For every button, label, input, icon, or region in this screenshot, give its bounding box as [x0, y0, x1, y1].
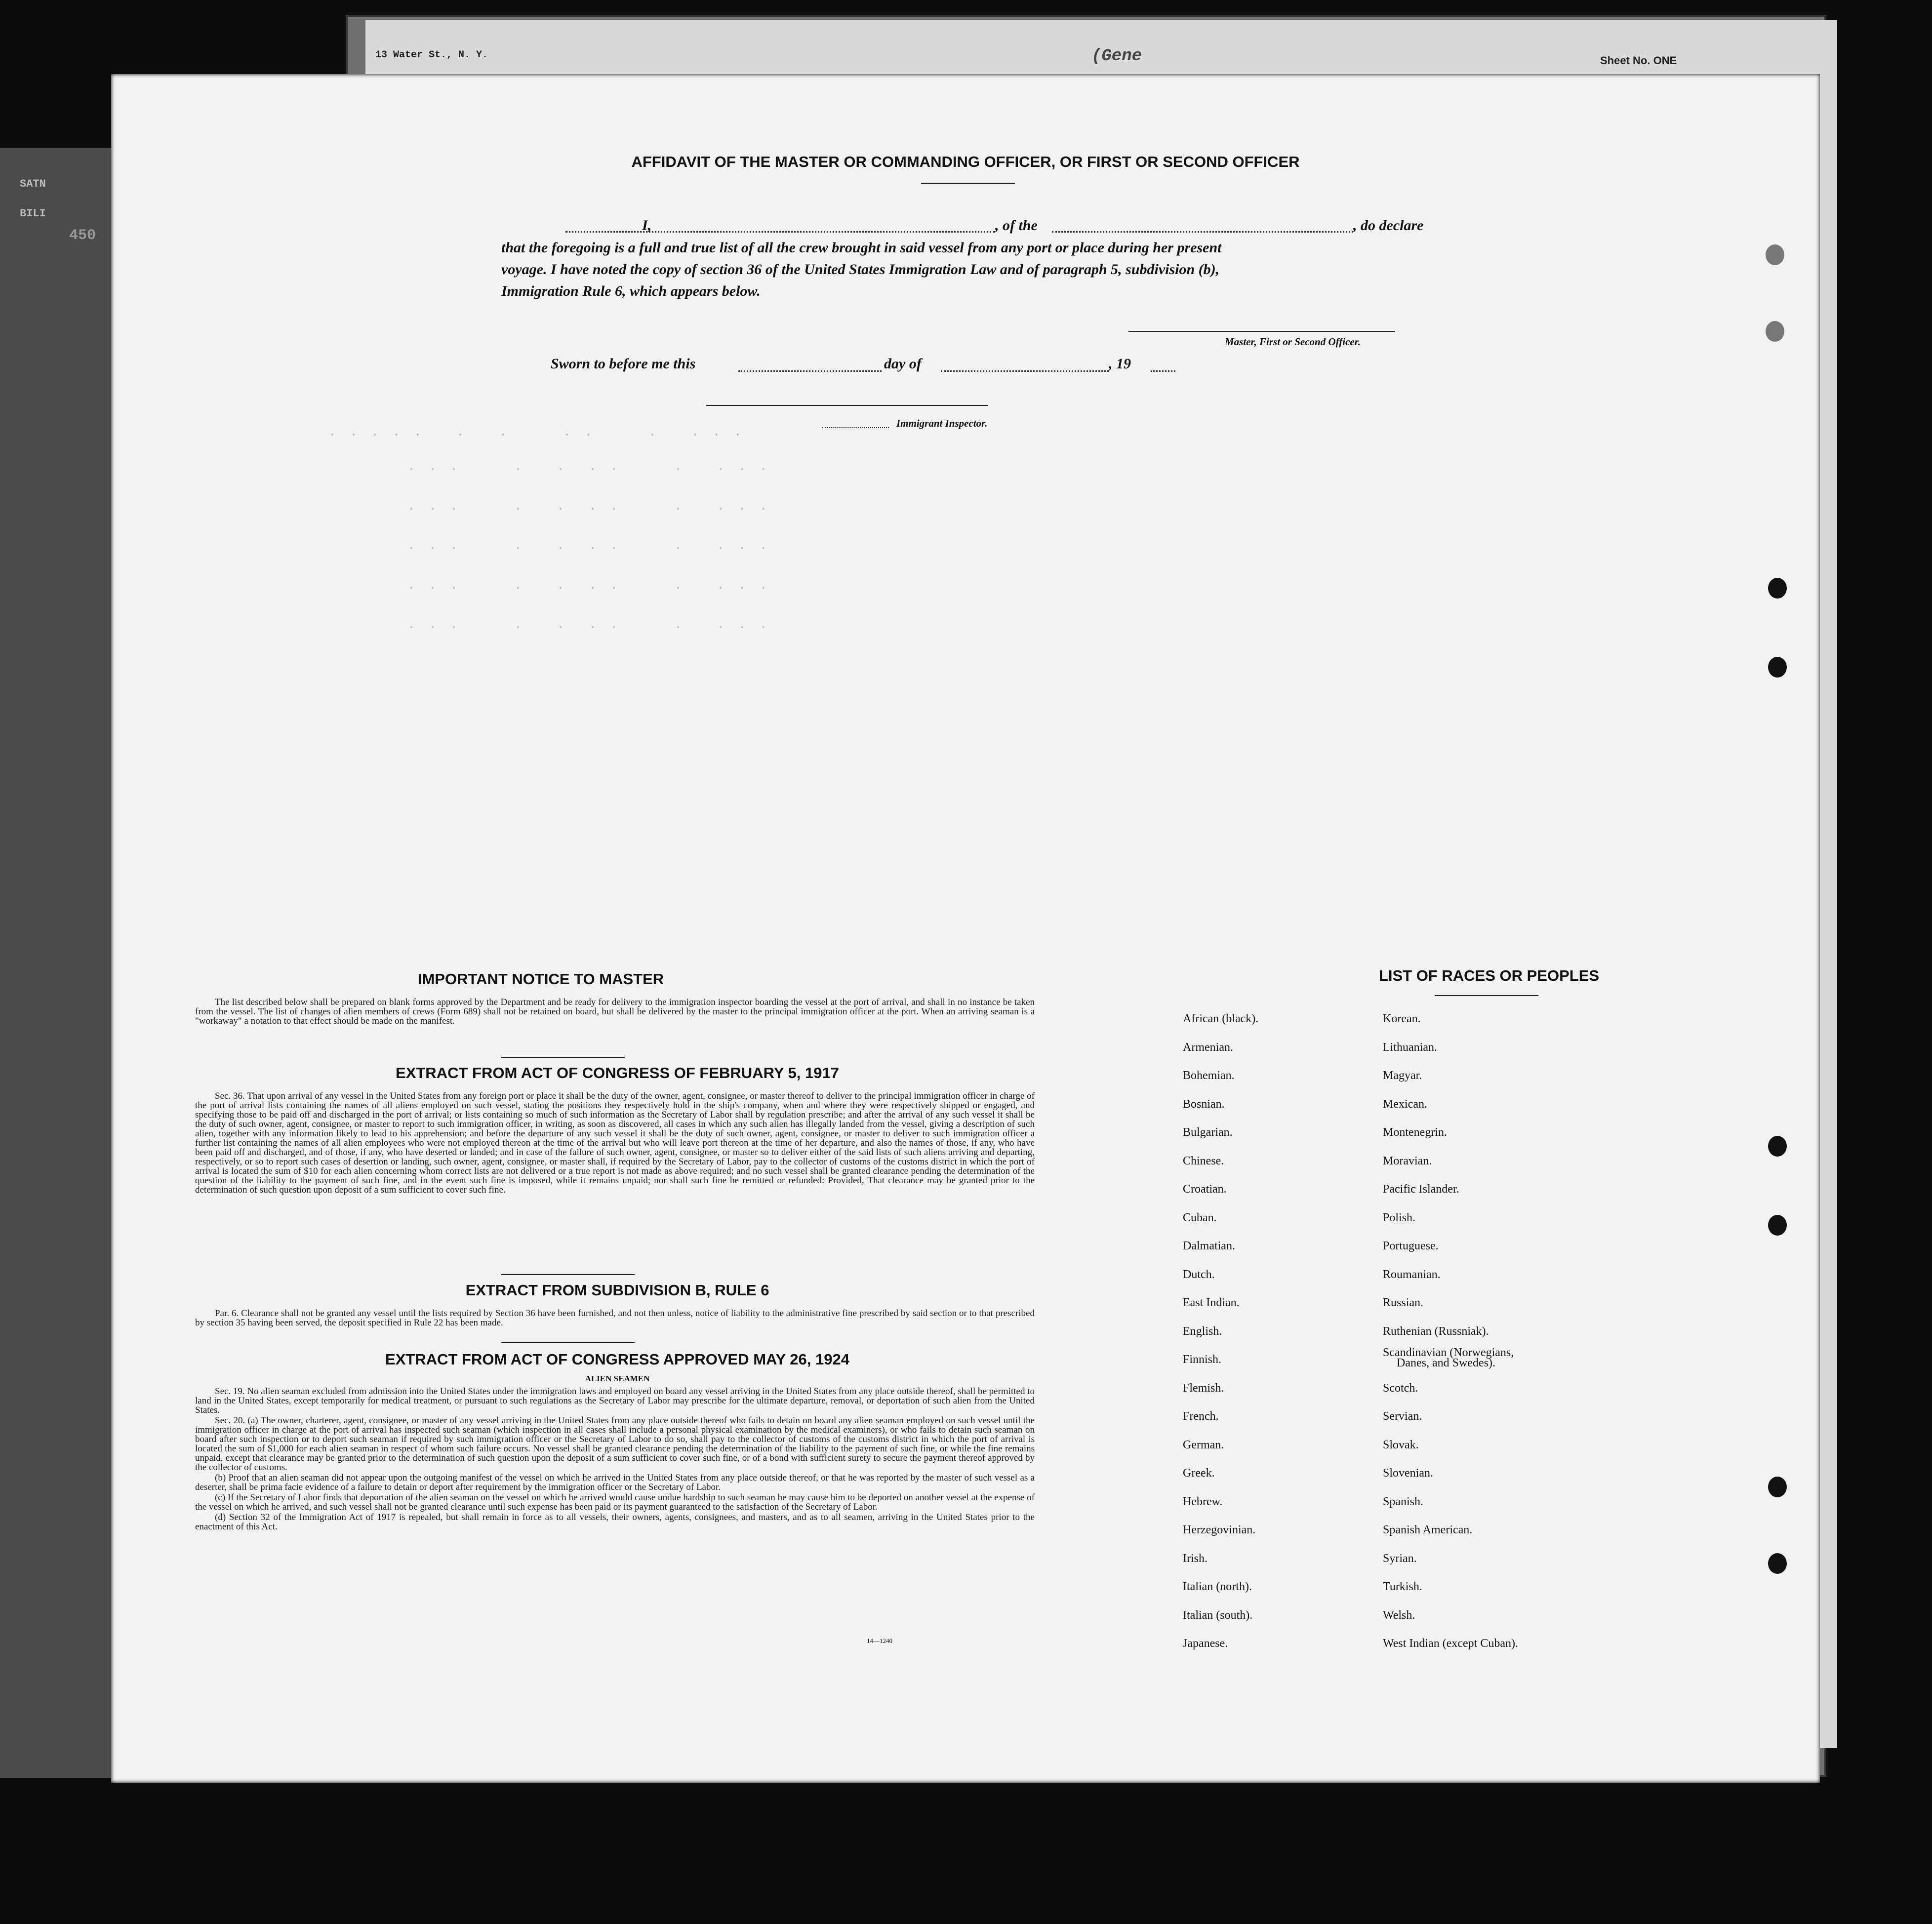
- race-item: Magyar.: [1383, 1069, 1422, 1082]
- affidavit-line-3: voyage. I have noted the copy of section 36 of the United States Immigration Law and of paragraph 5, subdivision (b),: [501, 261, 1220, 278]
- sworn-prefix: Sworn to before me this: [551, 356, 696, 372]
- sheet-number-label: Sheet No. ONE: [1600, 54, 1677, 67]
- bleed-row: . . . . . . . . . . .: [407, 499, 770, 514]
- race-item: Syrian.: [1383, 1552, 1417, 1565]
- race-item: French.: [1183, 1410, 1219, 1423]
- race-item: Servian.: [1383, 1410, 1422, 1423]
- race-item: Italian (north).: [1183, 1580, 1252, 1593]
- sworn-year-blank: [1151, 370, 1175, 372]
- extract-rule6-text: [195, 1309, 1035, 1328]
- sec-20a-paragraph: Sec. 20. (a) The owner, charterer, agent, consignee, or master of any vessel arriving in the United States from any place outside thereof who fails to detain on board any alien seaman employed on such vessel until the immigration officer in charge at the port of arrival has inspected such seaman (which inspection in all cases shall include a personal physical examination by the medical examiners), or who fails to detain such seaman on board after such inspection or to deport such seaman if required by such immigration officer or the Secretary of Labor to do so, shall pay to the collector of customs of the customs district in which the port of arrival is located the sum of $1,000 for each alien seaman in respect of whom such failure occurs. No vessel shall be granted clearance pending the determination of the liability to the payment of such fine, or while the fine remains unpaid, except that clearance may be granted prior to the determination of such question upon the deposit of a sum sufficient to cover such fine, or of a bond with sufficient surety to secure the payment thereof approved by the collector of customs.: [195, 1415, 1035, 1473]
- name-blank: [565, 231, 995, 233]
- punch-hole: [1766, 244, 1784, 265]
- race-item: Chinese.: [1183, 1154, 1224, 1167]
- notice-divider: [501, 1057, 625, 1058]
- sworn-year: , 19: [1109, 356, 1131, 372]
- punch-hole: [1768, 657, 1787, 678]
- affidavit-line-2: that the foregoing is a full and true list of all the crew brought in said vessel from any port or place during her present: [501, 240, 1222, 256]
- notice-paragraph: The list described below shall be prepared on blank forms approved by the Department and be ready for delivery to the immigration inspector boarding the vessel at the port of arrival, and shall in no instance be taken from the vessel. The list of changes of alien members of crews (Form 689) shall not be retained on board, but shall be delivered by the master to the principal immigration officer at the port. When an arriving seaman is a "workaway" a notation to that effect should be made on the manifest.: [195, 997, 1035, 1026]
- race-item: Scotch.: [1383, 1381, 1418, 1395]
- sworn-month-blank: [941, 370, 1109, 372]
- handwritten-fragment: (Gene: [1091, 47, 1142, 66]
- punch-hole: [1768, 1477, 1787, 1497]
- race-item: Portuguese.: [1383, 1240, 1439, 1252]
- race-item: Bulgarian.: [1183, 1126, 1233, 1139]
- extract-rule6-divider: [501, 1342, 635, 1343]
- extract-1917-text: [195, 1091, 1035, 1196]
- left-stub-sheet: [0, 148, 114, 1778]
- sworn-day-of: day of: [884, 356, 922, 372]
- bleed-row: . . . . . . . . . . .: [407, 617, 770, 632]
- inspector-blank: [822, 427, 889, 428]
- race-item: Turkish.: [1383, 1580, 1422, 1593]
- race-item: Roumanian.: [1383, 1268, 1441, 1281]
- race-item: Finnish.: [1183, 1353, 1222, 1366]
- race-item: Hebrew.: [1183, 1495, 1223, 1508]
- race-item: Slovak.: [1383, 1438, 1419, 1451]
- extract-1924-title: EXTRACT FROM ACT OF CONGRESS APPROVED MAY 26, 1924: [385, 1351, 849, 1368]
- races-title-underline: [1435, 995, 1538, 996]
- race-item: Dutch.: [1183, 1268, 1215, 1281]
- extract-rule6-title: EXTRACT FROM SUBDIVISION B, RULE 6: [465, 1282, 769, 1299]
- race-item: Korean.: [1383, 1012, 1421, 1025]
- race-item: Polish.: [1383, 1211, 1416, 1224]
- race-item: Pacific Islander.: [1383, 1183, 1459, 1196]
- race-item: Russian.: [1383, 1296, 1424, 1309]
- stub-text-1: SATN: [20, 178, 46, 190]
- race-item: Scandinavian (Norwegians, Danes, and Swedes).: [1383, 1346, 1514, 1369]
- sworn-day-blank: [738, 370, 882, 372]
- race-item: German.: [1183, 1438, 1224, 1451]
- race-item: Slovenian.: [1383, 1467, 1433, 1480]
- master-signature-line: [1128, 331, 1395, 332]
- bleed-row: . . . . . . . . . . .: [407, 459, 770, 474]
- race-item: Ruthenian (Russniak).: [1383, 1324, 1489, 1338]
- affidavit-line-4: Immigration Rule 6, which appears below.: [501, 283, 761, 299]
- race-item: Moravian.: [1383, 1154, 1432, 1167]
- sec-20c-paragraph: (c) If the Secretary of Labor finds that deportation of the alien seaman on the vessel on which he arrived would cause undue hardship to such seaman he may cause him to be deported on another vessel at the expense of the vessel on which he arrived, and such vessel shall not be granted clearance until such expense has been paid or its payment guaranteed to the satisfaction of the Secretary of Labor.: [195, 1492, 1035, 1512]
- race-item: Flemish.: [1183, 1381, 1224, 1395]
- race-item: Croatian.: [1183, 1183, 1227, 1196]
- punch-hole: [1768, 1136, 1787, 1157]
- race-item: Armenian.: [1183, 1041, 1233, 1054]
- race-item: Cuban.: [1183, 1211, 1217, 1224]
- race-item: African (black).: [1183, 1012, 1259, 1025]
- race-item: Montenegrin.: [1383, 1126, 1447, 1139]
- sec-19-paragraph: Sec. 19. No alien seaman excluded from admission into the United States under the immigration laws and employed on board any vessel arriving in the United States from any place outside thereof, shall be permitted to land in the United States, except temporarily for medical treatment, or pursuant to such regulations as the Secretary of Labor may prescribe for the ultimate departure, removal, or deportation of such alien from the United States.: [195, 1386, 1035, 1415]
- affidavit-i-label: I,: [642, 217, 652, 234]
- bleed-row: . . . . . . . . . . .: [407, 578, 770, 593]
- race-item: Spanish.: [1383, 1495, 1424, 1508]
- race-item: Mexican.: [1383, 1097, 1427, 1111]
- extract-rule6-paragraph: Par. 6. Clearance shall not be granted any vessel until the lists required by Section 36 have been furnished, and not then unless, notice of liability to the administrative fine prescribed by said section or to that prescribed by section 35 having been served, the deposit specified in Rule 22 has been made.: [195, 1308, 1035, 1328]
- printer-address: 13 Water St., N. Y.: [375, 49, 488, 61]
- sec-20d-paragraph: (d) Section 32 of the Immigration Act of 1917 is repealed, but shall remain in force as to all vessels, their owners, agents, consignees, and masters, and as to all seamen, arriving in the United States prior to the enactment of this Act.: [195, 1512, 1035, 1532]
- punch-hole: [1766, 321, 1784, 342]
- notice-text: [195, 998, 1035, 1027]
- race-item: Lithuanian.: [1383, 1041, 1437, 1054]
- race-item: English.: [1183, 1324, 1222, 1338]
- inspector-signature-line: [706, 405, 988, 406]
- bleed-row: . . . . . . . . . . .: [407, 538, 770, 553]
- punch-hole: [1768, 1553, 1787, 1574]
- form-number: 14—1240: [867, 1637, 892, 1644]
- race-item: Japanese.: [1183, 1637, 1228, 1650]
- race-item: Bohemian.: [1183, 1069, 1235, 1082]
- title-underline: [921, 183, 1015, 184]
- affidavit-title: AFFIDAVIT OF THE MASTER OR COMMANDING OFFICER, OR FIRST OR SECOND OFFICER: [631, 153, 1300, 170]
- affidavit-page: [111, 74, 1820, 1783]
- master-signature-caption: Master, First or Second Officer.: [1225, 336, 1361, 348]
- sec-20b-paragraph: (b) Proof that an alien seaman did not appear upon the outgoing manifest of the vessel on which he arrived in the United States from any place outside thereof, or that he was reported by the master of such vessel as a deserter, shall be prima facie evidence of a failure to detain or deport after requirement by the immigration officer or the Secretary of Labor.: [195, 1473, 1035, 1492]
- race-item: Italian (south).: [1183, 1608, 1253, 1622]
- extract-1924-subtitle: ALIEN SEAMEN: [585, 1374, 650, 1383]
- extract-1917-title: EXTRACT FROM ACT OF CONGRESS OF FEBRUARY 5, 1917: [396, 1064, 839, 1082]
- race-item: Dalmatian.: [1183, 1240, 1235, 1252]
- punch-hole: [1768, 1215, 1787, 1236]
- affidavit-do-declare-label: , do declare: [1353, 217, 1424, 234]
- race-item: West Indian (except Cuban).: [1383, 1637, 1518, 1650]
- races-title: LIST OF RACES OR PEOPLES: [1378, 967, 1600, 984]
- notice-title: IMPORTANT NOTICE TO MASTER: [417, 970, 664, 988]
- race-item: Spanish American.: [1383, 1523, 1473, 1536]
- stub-text-3: 450: [69, 227, 96, 244]
- race-item: Irish.: [1183, 1552, 1208, 1565]
- extract-1917-paragraph: Sec. 36. That upon arrival of any vessel in the United States from any foreign port or place it shall be the duty of the owner, agent, consignee, or master thereof to deliver to the principal immigration officer in charge of the port of arrival lists containing the names of all aliens employed on such vessel, stating the positions they respectively hold in the ship's company, when and where they were respectively shipped or engaged, and specifying those to be paid off and discharged in the port of arrival; or lists containing so much of such information as the Secretary of Labor shall by regulation prescribe; and after the arrival of any such vessel it shall be the duty of such owner, agent, consignee, or master to report to such immigration officer, in writing, as soon as discovered, all cases in which any such alien has illegally landed from the vessel, giving a description of such alien, together with any information likely to lead to his apprehension; and before the departure of any such vessel it shall be the duty of such owner, agent, consignee, or master to deliver to such immigration officer a further list containing the names of all alien employees who were not employed thereon at the time of the arrival but who will leave port thereon at the time of her departure, and also the names of those, if any, who have been paid off and discharged, and of those, if any, who have deserted or landed; and in case of the failure of such owner, agent, consignee, or master so to deliver either of the said lists of such aliens arriving and departing, respectively, or so to report such cases of desertion or landing, such owner, agent, consignee, or master shall, if required by the Secretary of Labor, pay to the collector of customs of the customs district in which the port of arrival is located the sum of $10 for each alien concerning whom correct lists are not delivered or a true report is not made as above required; and no such vessel shall be granted clearance pending the determination of the question of the liability to the payment of such fine, and in the event such fine is imposed, while it remains unpaid; nor shall such fine be remitted or refunded: Provided, That clearance may be granted prior to the determination of such question upon deposit of a sum sufficient to cover such fine.: [195, 1091, 1035, 1195]
- race-item: Greek.: [1183, 1467, 1215, 1480]
- race-item: East Indian.: [1183, 1296, 1240, 1309]
- race-item: Welsh.: [1383, 1608, 1415, 1622]
- extract-1917-divider: [501, 1274, 635, 1275]
- race-item: Bosnian.: [1183, 1097, 1225, 1111]
- stub-text-2: BILI: [20, 207, 46, 220]
- race-item: Herzegovinian.: [1183, 1523, 1256, 1536]
- affidavit-of-the-label: , of the: [995, 217, 1038, 234]
- bleed-row: . . . . . . . . . . . . .: [328, 425, 745, 440]
- vessel-blank: [1052, 231, 1353, 233]
- inspector-caption: Immigrant Inspector.: [896, 417, 988, 429]
- extract-1924-text: [195, 1387, 1035, 1532]
- punch-hole: [1768, 578, 1787, 599]
